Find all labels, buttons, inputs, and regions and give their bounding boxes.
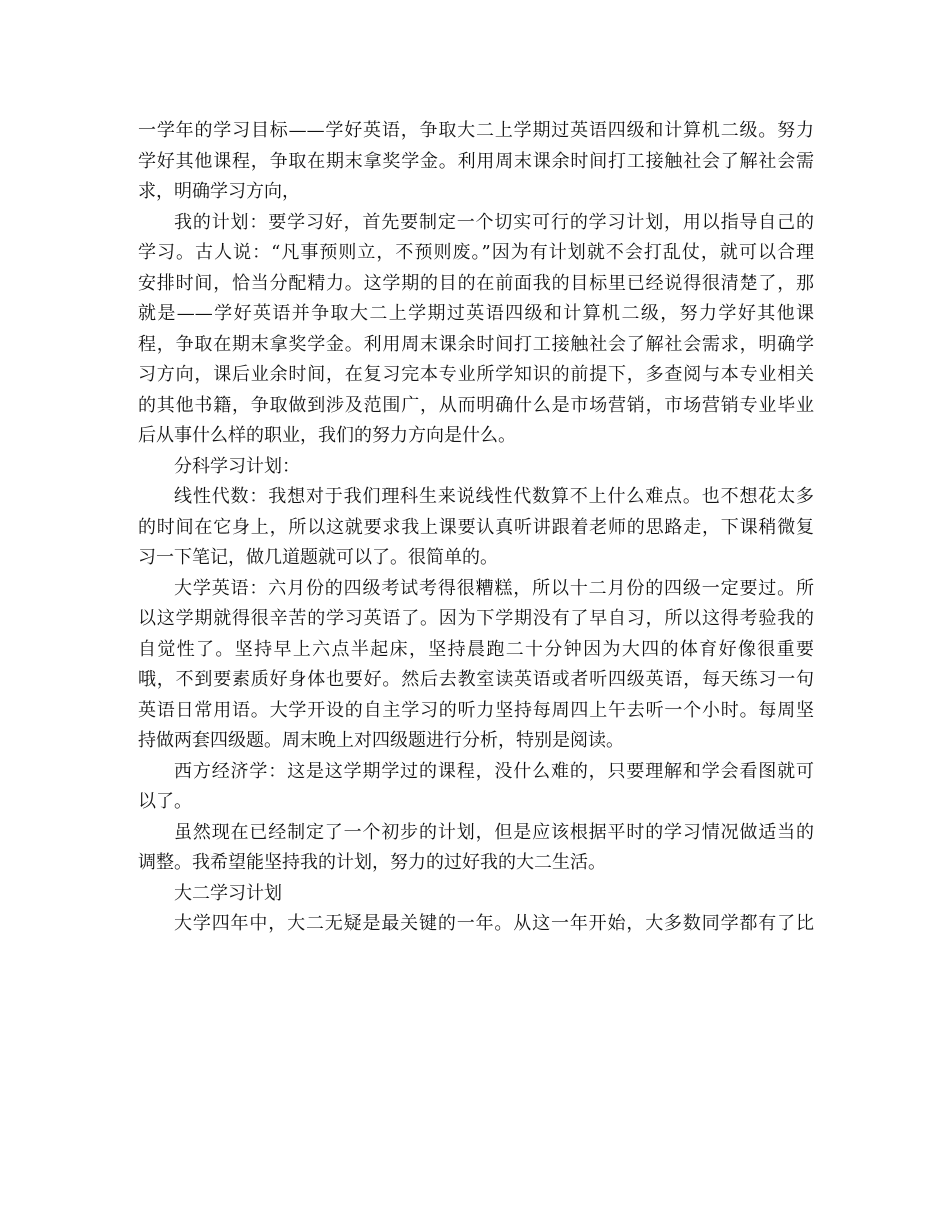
text-line: 我的计划：要学习好，首先要制定一个切实可行的学习计划，用以指导自己的	[174, 211, 814, 233]
text-line: 的时间在它身上，所以这就要求我上课要认真听讲跟着老师的思路走，下课稍微复	[138, 516, 814, 538]
text-line: 大二学习计划	[174, 882, 282, 904]
text-line: 大学四年中，大二无疑是最关键的一年。从这一年开始，大多数同学都有了比	[174, 913, 814, 934]
text-line: 自觉性了。坚持早上六点半起床，坚持晨跑二十分钟因为大四的体育好像很重要	[138, 638, 814, 660]
text-line: 持做两套四级题。周末晚上对四级题进行分析，特别是阅读。	[138, 730, 624, 751]
text-line: 习一下笔记，做几道题就可以了。很简单的。	[138, 547, 498, 568]
text-line: 就是——学好英语并争取大二上学期过英语四级和计算机二级，努力学好其他课	[138, 303, 814, 324]
text-line: 求，明确学习方向，	[138, 181, 300, 202]
text-line: 线性代数：我想对于我们理科生来说线性代数算不上什么难点。也不想花太多	[174, 486, 814, 507]
text-line: 大学英语：六月份的四级考试考得很糟糕，所以十二月份的四级一定要过。所	[174, 577, 814, 599]
text-line: 程，争取在期末拿奖学金。利用周末课余时间打工接触社会了解社会需求，明确学	[138, 333, 814, 355]
text-line: 安排时间，恰当分配精力。这学期的目的在前面我的目标里已经说得很清楚了，那	[138, 272, 814, 294]
text-line: 西方经济学：这是这学期学过的课程，没什么难的，只要理解和学会看图就可	[174, 760, 814, 782]
text-line: 虽然现在已经制定了一个初步的计划，但是应该根据平时的学习情况做适当的	[174, 821, 814, 843]
text-line: 哦，不到要素质好身体也要好。然后去教室读英语或者听四级英语，每天练习一句	[138, 669, 814, 690]
text-line: 英语日常用语。大学开设的自主学习的听力坚持每周四上午去听一个小时。每周坚	[138, 699, 814, 721]
text-line: 学好其他课程，争取在期末拿奖学金。利用周末课余时间打工接触社会了解社会需	[138, 150, 814, 172]
text-line: 后从事什么样的职业，我们的努力方向是什么。	[138, 425, 516, 446]
text-line: 学习。古人说：“凡事预则立，不预则废。”因为有计划就不会打乱仗，就可以合理	[138, 242, 814, 263]
text-line: 分科学习计划：	[174, 455, 300, 477]
text-line: 以了。	[138, 791, 192, 812]
text-line: 以这学期就得很辛苦的学习英语了。因为下学期没有了早自习，所以这得考验我的	[138, 608, 814, 629]
text-line: 调整。我希望能坚持我的计划，努力的过好我的大二生活。	[138, 852, 606, 873]
text-line: 一学年的学习目标——学好英语，争取大二上学期过英语四级和计算机二级。努力	[138, 120, 814, 141]
text-line: 习方向，课后业余时间，在复习完本专业所学知识的前提下，多查阅与本专业相关	[138, 364, 814, 385]
document-page	[138, 116, 814, 940]
text-line: 的其他书籍，争取做到涉及范围广，从而明确什么是市场营销，市场营销专业毕业	[138, 394, 814, 416]
